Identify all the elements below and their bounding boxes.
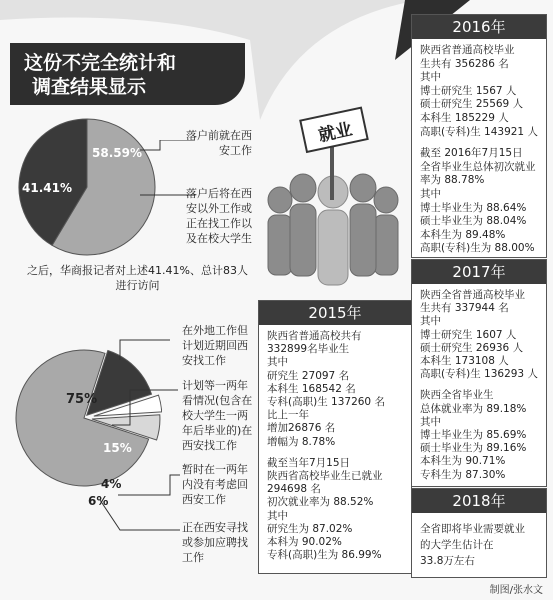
stat-line: 其中 (267, 509, 288, 522)
stat-line: 高职(专科)生 136293 人 (420, 368, 538, 381)
year-2016-body (412, 39, 546, 256)
year-2015-title: 2015年 (259, 301, 411, 325)
stat-line: 博士毕业生为 85.69% (420, 429, 527, 442)
year-2017-title: 2017年 (412, 260, 546, 284)
stat-line: 截至当年7月15日 (267, 456, 351, 469)
stat-line: 全省毕业生总体初次就业 (420, 160, 536, 173)
pie1-label-58: 58.59% (92, 146, 142, 160)
year-2018-body (412, 513, 546, 569)
pie2-annotation-waiting: 计划等一两年看情况(包含在校大学生一两年后毕业的)在西安找工作 (182, 379, 253, 452)
stat-line: 本科为 90.02% (267, 536, 342, 549)
stat-line: 本科生为 90.71% (420, 455, 506, 468)
stat-line: 294698 名 (267, 483, 321, 496)
stat-line: 陕西全省毕业生 (420, 389, 494, 402)
stat-line (420, 139, 540, 147)
employment-sign: 就业 (316, 119, 355, 147)
interview-note: 之后，华商报记者对上述41.41%、总计83人进行访问 (27, 264, 248, 292)
stat-line: 陕西全省普通高校毕业 (420, 289, 525, 301)
stat-line: 专科生为 87.30% (420, 468, 506, 481)
stat-line: 生共有 337944 名 (420, 302, 509, 315)
stat-line: 博士研究生 1567 人 (420, 84, 517, 97)
stat-line: 陕西省高校毕业生已就业 (267, 470, 383, 483)
stat-line: 全省即将毕业需要就业 (420, 523, 525, 535)
stat-line: 专科(高职)生为 86.99% (267, 549, 382, 562)
pie1-annotation-after: 落户后将在西安以外工作或正在找工作以及在校大学生 (186, 187, 252, 245)
year-2016-title: 2016年 (412, 15, 546, 39)
pie2-label-6: 6% (88, 494, 109, 508)
stat-line: 率为 88.78% (420, 174, 485, 187)
stat-line: 的大学生估计在 (420, 539, 494, 551)
stat-line: 硕士研究生 25569 人 (420, 98, 524, 111)
stat-line: 博士毕业生为 88.64% (420, 201, 527, 214)
pie2-label-15: 15% (103, 441, 132, 455)
pie2-annotation-job-hunting: 正在西安寻找或参加应聘找工作 (182, 521, 248, 564)
stat-line: 33.8万左右 (420, 555, 475, 567)
stat-line: 其中 (420, 71, 441, 84)
stat-line: 本科生 168542 名 (267, 382, 356, 395)
year-2015-body (259, 325, 411, 562)
stat-line: 硕士毕业生为 88.04% (420, 215, 527, 228)
stat-line: 硕士研究生 26936 人 (420, 341, 524, 354)
year-2016-card (411, 14, 547, 258)
headline-line1: 这份不完全统计和 (24, 52, 177, 74)
stat-line: 其中 (420, 187, 441, 200)
pie2-annotation-not-considering: 暂时在一两年内没有考虑回西安工作 (182, 463, 248, 506)
year-2017-body (412, 284, 546, 482)
stat-line: 研究生 27097 名 (267, 369, 350, 382)
stat-line (267, 449, 405, 457)
year-2017-card (411, 259, 547, 487)
credit: 制图/张水文 (489, 585, 543, 596)
stat-line: 其中 (420, 415, 441, 428)
stat-line: 高职(专科)生为 88.00% (420, 242, 535, 255)
stat-line: 其中 (267, 356, 288, 369)
pie2-label-4: 4% (101, 477, 122, 491)
pie1-annotation-before: 落户前就在西安工作 (186, 129, 252, 157)
stat-line: 截至 2016年7月15日 (420, 147, 523, 160)
stat-line: 专科(高职)生 137260 名 (267, 396, 385, 409)
stat-line: 其中 (420, 315, 441, 328)
stat-line: 研究生为 87.02% (267, 522, 353, 535)
stat-line: 初次就业率为 88.52% (267, 496, 374, 509)
stat-line: 总体就业率为 89.18% (420, 402, 527, 415)
year-2015-card (258, 300, 412, 574)
stat-line: 本科生 185229 人 (420, 111, 509, 124)
stat-line: 生共有 356286 名 (420, 57, 509, 70)
year-2018-title: 2018年 (412, 489, 546, 513)
pie2-label-75: 75% (66, 392, 98, 407)
pie2-annotation-returning: 在外地工作但计划近期回西安找工作 (182, 324, 248, 367)
stat-line: 博士研究生 1607 人 (420, 328, 517, 341)
headline-line2: 调查结果显示 (32, 76, 147, 98)
stat-line: 本科生为 89.48% (420, 228, 506, 241)
year-2018-card (411, 488, 547, 578)
stat-line: 增幅为 8.78% (267, 435, 336, 448)
stat-line: 332899名毕业生 (267, 343, 350, 356)
stat-line: 硕士毕业生为 89.16% (420, 442, 527, 455)
stat-line: 比上一年 (267, 409, 309, 422)
stat-line: 高职(专科)生 143921 人 (420, 125, 538, 138)
stat-line: 本科生 173108 人 (420, 355, 509, 368)
pie1-label-41: 41.41% (22, 181, 72, 195)
stat-line: 陕西省普通高校毕业 (420, 44, 515, 56)
stat-line: 增加26876 名 (267, 422, 336, 435)
headline-banner (10, 43, 245, 105)
stat-line: 陕西省普通高校共有 (267, 330, 362, 342)
